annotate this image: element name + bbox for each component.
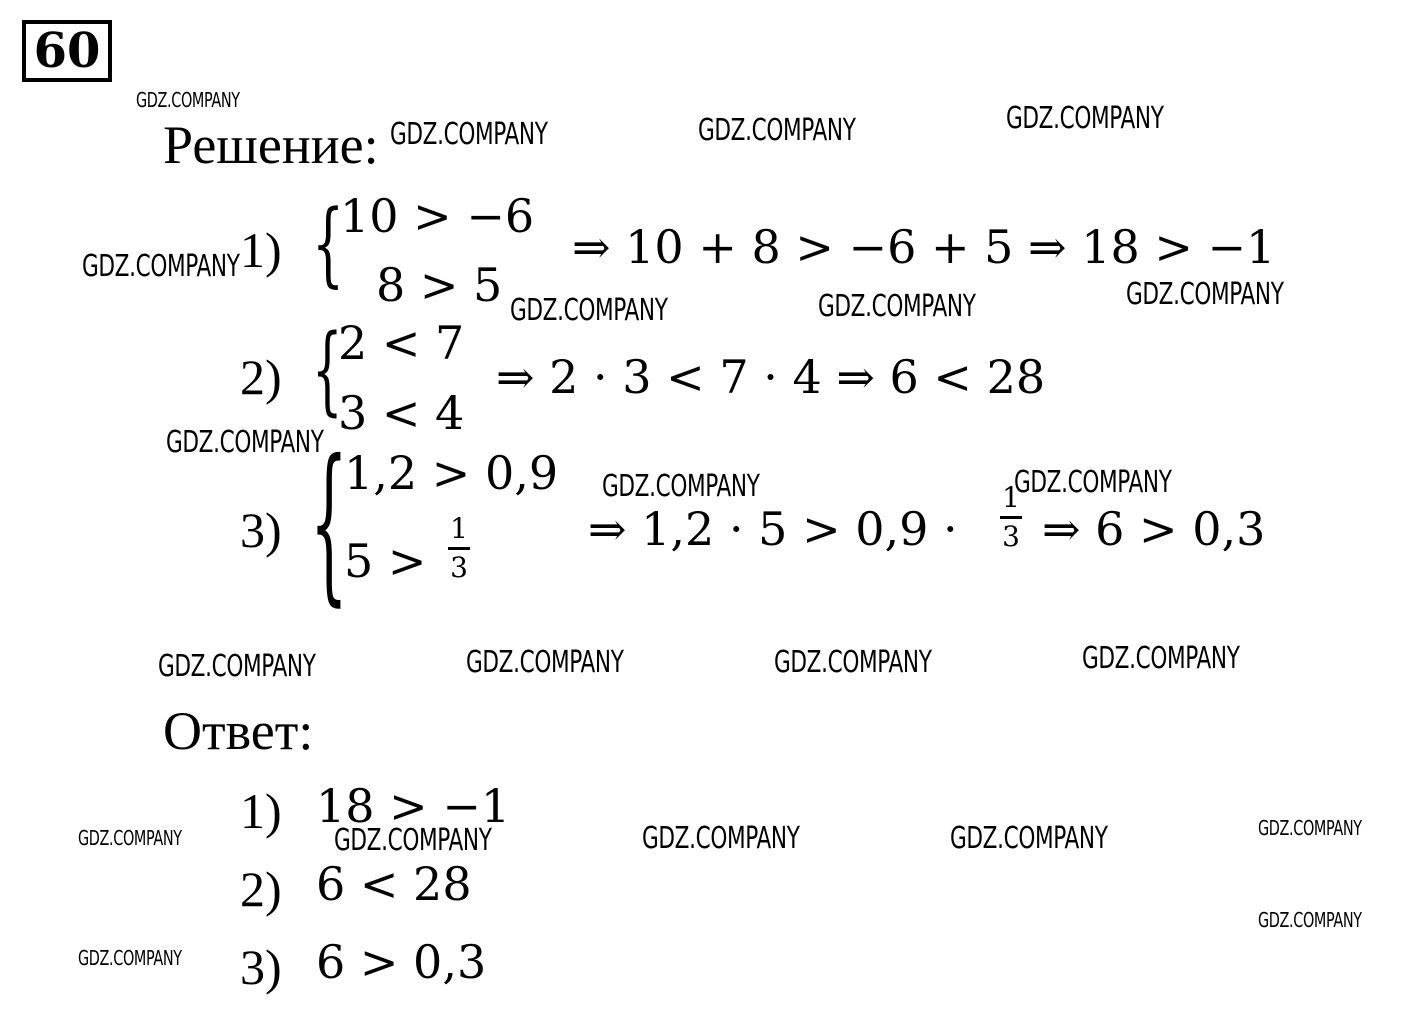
answer-item3-label: 3): [240, 939, 282, 995]
watermark: GDZ.COMPANY: [1014, 465, 1172, 500]
watermark: GDZ.COMPANY: [950, 821, 1108, 856]
answer-item1-label: 1): [240, 783, 282, 839]
watermark: GDZ.COMPANY: [1258, 816, 1362, 840]
item3-line1: 1,2 > 0,9: [344, 446, 559, 500]
item1-brace: {: [312, 190, 345, 297]
watermark: GDZ.COMPANY: [1258, 908, 1362, 932]
watermark: GDZ.COMPANY: [136, 88, 240, 112]
item3-fraction: [448, 512, 470, 584]
item3-result-b: ⇒ 6 > 0,3: [1042, 502, 1266, 556]
answer-item3-value: 6 > 0,3: [316, 935, 487, 989]
item2-brace: {: [312, 314, 343, 426]
fraction-bar: [1000, 516, 1022, 519]
watermark: GDZ.COMPANY: [1082, 641, 1240, 676]
item2-result: ⇒ 2 · 3 < 7 · 4 ⇒ 6 < 28: [496, 350, 1046, 404]
watermark: GDZ.COMPANY: [602, 469, 760, 504]
item1-line1: 10 > −6: [340, 189, 535, 243]
answer-item2-value: 6 < 28: [316, 857, 472, 911]
solution-item2-label: 2): [240, 349, 282, 405]
watermark: GDZ.COMPANY: [466, 645, 624, 680]
fraction-denominator: 3: [1002, 520, 1020, 553]
solution-item1-label: 1): [240, 222, 282, 278]
watermark: GDZ.COMPANY: [774, 645, 932, 680]
watermark: GDZ.COMPANY: [510, 293, 668, 328]
fraction-bar: [448, 547, 470, 550]
problem-number: 60: [22, 20, 112, 82]
item3-brace: {: [310, 424, 348, 622]
answer-item2-label: 2): [240, 861, 282, 917]
fraction-denominator: 3: [450, 551, 468, 584]
watermark: GDZ.COMPANY: [166, 425, 324, 460]
watermark: GDZ.COMPANY: [82, 249, 240, 284]
watermark: GDZ.COMPANY: [1006, 101, 1164, 136]
fraction-numerator: 1: [450, 512, 468, 545]
watermark: GDZ.COMPANY: [698, 113, 856, 148]
watermark: GDZ.COMPANY: [78, 946, 182, 970]
watermark: GDZ.COMPANY: [334, 823, 492, 858]
item2-line2: 3 < 4: [338, 386, 465, 440]
watermark: GDZ.COMPANY: [818, 289, 976, 324]
watermark: GDZ.COMPANY: [158, 649, 316, 684]
item2-line1: 2 < 7: [338, 316, 465, 370]
item3-line2-left: 5 >: [344, 534, 427, 588]
watermark: GDZ.COMPANY: [390, 117, 548, 152]
watermark: GDZ.COMPANY: [1126, 277, 1284, 312]
watermark: GDZ.COMPANY: [78, 826, 182, 850]
item1-line2: 8 > 5: [376, 258, 503, 312]
solution-heading: Решение:: [163, 115, 379, 175]
answer-item1-value: 18 > −1: [316, 779, 511, 833]
answer-heading: Ответ:: [163, 701, 314, 761]
item3-result-a: ⇒ 1,2 · 5 > 0,9 ·: [588, 502, 958, 556]
fraction-numerator: 1: [1002, 481, 1020, 514]
solution-item3-label: 3): [240, 502, 282, 558]
item1-result: ⇒ 10 + 8 > −6 + 5 ⇒ 18 > −1: [572, 220, 1276, 274]
watermark: GDZ.COMPANY: [642, 821, 800, 856]
